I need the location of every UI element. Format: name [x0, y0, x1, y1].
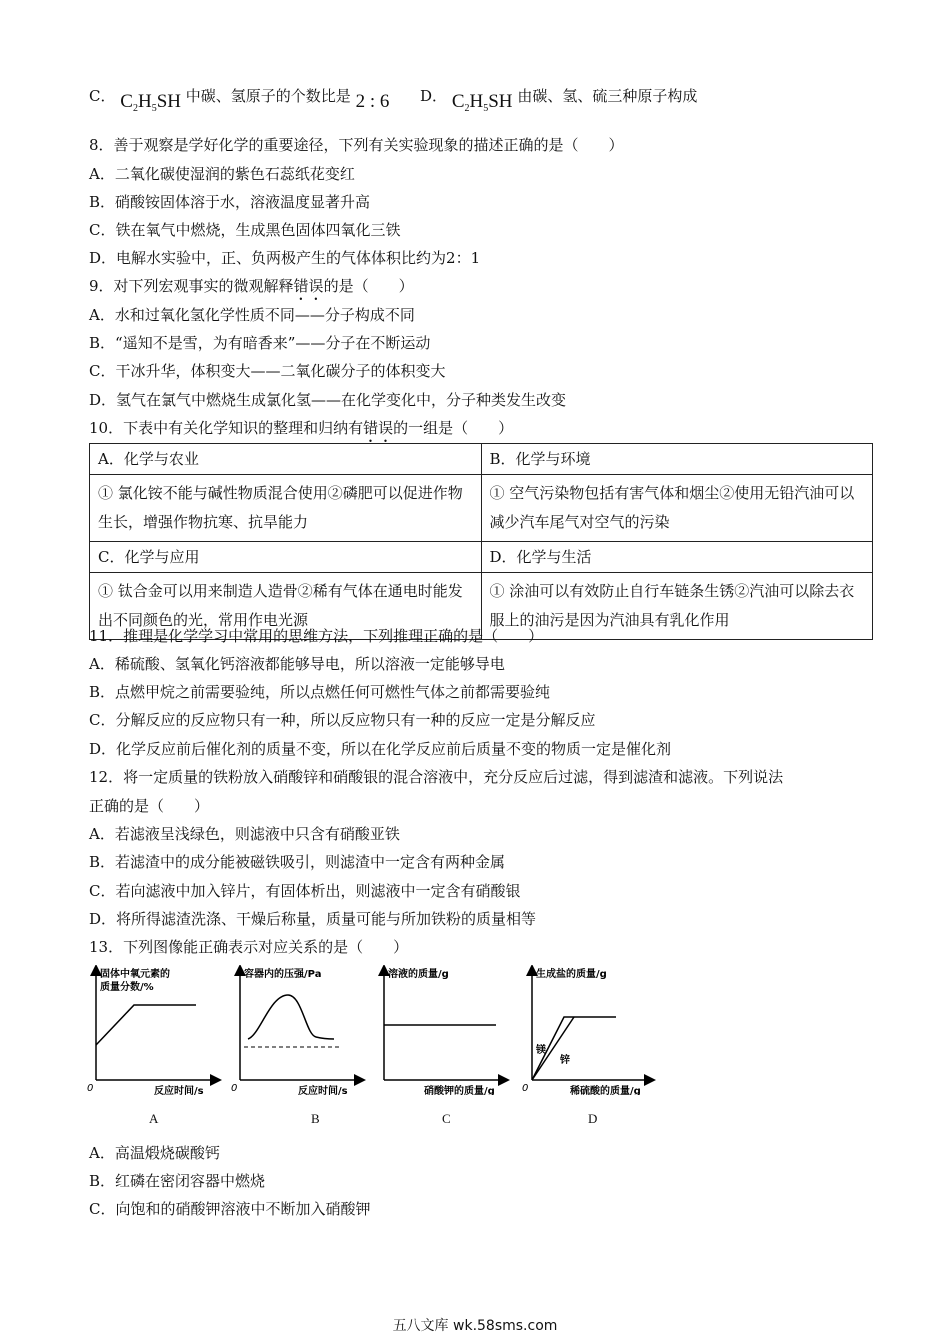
- q7-option-d: [420, 86, 697, 113]
- q8-option-b: B．硝酸铵固体溶于水，溶液温度显著升高: [89, 193, 371, 211]
- q7-d-text: 由碳、氢、硫三种原子构成: [517, 87, 698, 105]
- graph-a-curve: [96, 1005, 196, 1045]
- table-cell-d-body: ① 涂油可以有效防止自行车链条生锈②汽油可以除去衣服上的油污是因为汽油具有乳化作用: [481, 573, 873, 640]
- q7-d-formula: $C_2H_5SH$: [451, 91, 513, 114]
- q9-option-d: D．氢气在氯气中燃烧生成氯化氢——在化学变化中，分子种类发生改变: [89, 391, 567, 409]
- q13-option-c: C．向饱和的硝酸钾溶液中不断加入硝酸钾: [89, 1200, 371, 1218]
- graph-c-label: C: [442, 1111, 451, 1126]
- graph-b-label: B: [311, 1111, 320, 1126]
- graph-a-ylabel-1: 固体中氧元素的: [100, 969, 170, 980]
- q7-c-ratio: 2 : 6: [355, 91, 390, 112]
- graph-a-xlabel: 反应时间/s: [154, 1086, 204, 1095]
- q10-table: [89, 443, 873, 640]
- table-cell-a-body: ① 氯化铵不能与碱性物质混合使用②磷肥可以促进作物生长，增强作物抗寒、抗旱能力: [90, 475, 482, 542]
- graph-d-label: D: [588, 1111, 598, 1126]
- graph-d-origin: 0: [522, 1083, 529, 1094]
- graph-c-ylabel: 溶液的质量/g: [388, 969, 449, 980]
- q13-option-a: A．高温煅烧碳酸钙: [89, 1144, 220, 1162]
- q13-option-b: B．红磷在密闭容器中燃烧: [89, 1172, 266, 1190]
- q11-option-d: D．化学反应前后催化剂的质量不变，所以在化学反应前后质量不变的物质一定是催化剂: [89, 740, 672, 758]
- q10-emphasis: 错误: [363, 419, 394, 437]
- footer-watermark: 五八文库 wk.58sms.com: [392, 1318, 558, 1334]
- q13-stem: 13．下列图像能正确表示对应关系的是（ ）: [89, 938, 409, 956]
- graph-d-ylabel: 生成盐的质量/g: [536, 969, 607, 980]
- q11-option-a: A．稀硫酸、氢氧化钙溶液都能够导电，所以溶液一定能够导电: [89, 655, 505, 673]
- graph-d: [516, 965, 656, 1095]
- graph-d-series-mg: 镁: [536, 1045, 546, 1056]
- q9-option-b: B．“遥知不是雪，为有暗香来”——分子在不断运动: [89, 334, 431, 352]
- q8-option-a: A．二氧化碳使湿润的紫色石蕊纸花变红: [89, 165, 355, 183]
- graph-b-origin: 0: [231, 1083, 238, 1094]
- graph-a-label: A: [149, 1111, 159, 1126]
- graph-c-xlabel: 硝酸钾的质量/g: [424, 1086, 495, 1095]
- table-cell-d-head: D．化学与生活: [481, 542, 873, 573]
- q12-option-b: B．若滤渣中的成分能被磁铁吸引，则滤渣中一定含有两种金属: [89, 853, 506, 871]
- graph-b-curve: [248, 995, 334, 1039]
- q12-stem-line1: 12．将一定质量的铁粉放入硝酸锌和硝酸银的混合溶液中，充分反应后过滤，得到滤渣和滤液。下列说法: [89, 768, 784, 786]
- q9-option-a: A．水和过氧化氢化学性质不同——分子构成不同: [89, 306, 415, 324]
- q12-stem-line2: 正确的是（ ）: [89, 797, 210, 815]
- q11-option-b: B．点燃甲烷之前需要验纯，所以点燃任何可燃性气体之前都需要验纯: [89, 683, 551, 701]
- q11-stem: 11．推理是化学学习中常用的思维方法，下列推理正确的是（ ）: [89, 627, 544, 645]
- graph-d-series-zn: 锌: [560, 1055, 570, 1066]
- table-cell-a-head: A．化学与农业: [90, 444, 482, 475]
- q8-option-c: C．铁在氧气中燃烧，生成黑色固体四氧化三铁: [89, 221, 401, 239]
- graph-b-xlabel: 反应时间/s: [298, 1086, 348, 1095]
- graph-a-ylabel-2: 质量分数/%: [100, 982, 154, 993]
- q12-option-a: A．若滤液呈浅绿色，则滤液中只含有硝酸亚铁: [89, 825, 400, 843]
- graph-b: [230, 965, 370, 1095]
- q9-option-c: C．干冰升华，体积变大——二氧化碳分子的体积变大: [89, 362, 446, 380]
- table-cell-b-head: B．化学与环境: [481, 444, 873, 475]
- graph-c: [374, 965, 514, 1095]
- graph-a: [86, 965, 226, 1095]
- table-cell-b-body: ① 空气污染物包括有害气体和烟尘②使用无铅汽油可以减少汽车尾气对空气的污染: [481, 475, 873, 542]
- q7-c-formula: $C_2H_5SH$: [120, 91, 181, 114]
- q12-option-d: D．将所得滤渣洗涤、干燥后称量，质量可能与所加铁粉的质量相等: [89, 910, 537, 928]
- q11-option-c: C．分解反应的反应物只有一种，所以反应物只有一种的反应一定是分解反应: [89, 711, 596, 729]
- q12-option-c: C．若向滤液中加入锌片，有固体析出，则滤液中一定含有硝酸银: [89, 882, 521, 900]
- q8-option-d: D．电解水实验中，正、负两极产生的气体体积比约为2：1: [89, 249, 481, 267]
- q9-emphasis: 错误: [293, 277, 324, 295]
- table-cell-c-head: C．化学与应用: [90, 542, 482, 573]
- graph-d-xlabel: 稀硫酸的质量/g: [570, 1086, 641, 1095]
- graph-a-origin: 0: [87, 1083, 94, 1094]
- q7-c-prefix: C．: [89, 87, 116, 105]
- graph-b-ylabel: 容器内的压强/Pa: [244, 969, 322, 980]
- q7-c-text: 中碳、氢原子的个数比是: [185, 87, 351, 105]
- q9-stem: 9．对下列宏观事实的微观解释错误的是（ ）: [89, 277, 414, 295]
- table-cell-c-body: ① 钛合金可以用来制造人造骨②稀有气体在通电时能发出不同颜色的光，常用作电光源: [90, 573, 482, 640]
- q7-d-prefix: D．: [420, 87, 448, 105]
- q8-stem: 8．善于观察是学好化学的重要途径，下列有关实验现象的描述正确的是（ ）: [89, 136, 624, 154]
- q7-option-c: [89, 86, 389, 113]
- q10-stem: 10．下表中有关化学知识的整理和归纳有错误的一组是（ ）: [89, 419, 514, 437]
